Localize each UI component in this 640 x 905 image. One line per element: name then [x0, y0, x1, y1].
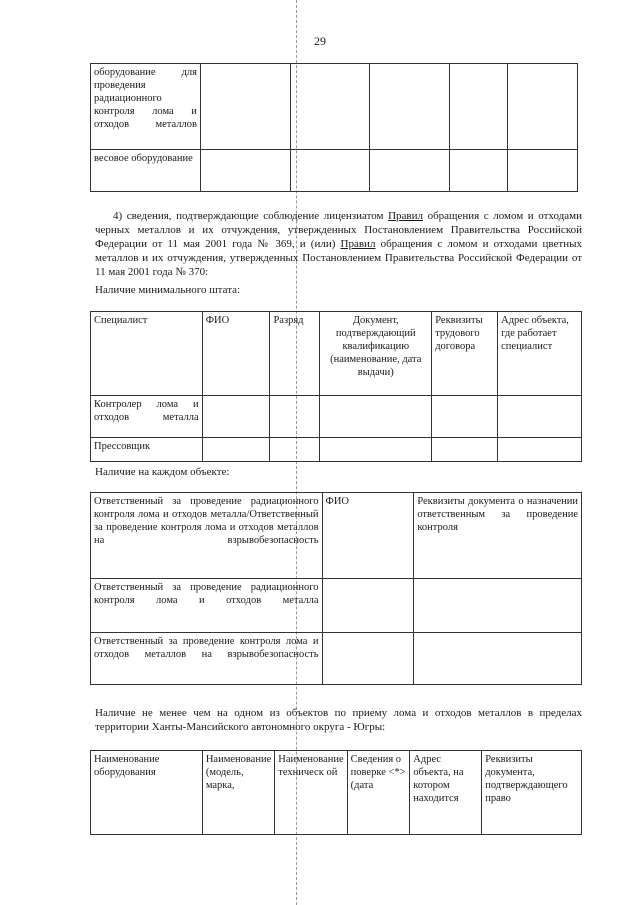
table-cell — [200, 150, 290, 192]
column-header: Разряд — [270, 312, 320, 396]
column-header: Реквизиты трудового договора — [432, 312, 498, 396]
table-row — [91, 579, 582, 633]
table-cell — [290, 64, 370, 150]
table-cell — [508, 150, 578, 192]
table-header-row — [91, 751, 582, 835]
table-cell — [432, 438, 498, 462]
table-cell: ФИО — [322, 493, 414, 579]
table-cell: Ответственный за проведение радиационного контроля лома и отходов металла — [91, 579, 323, 633]
table-row — [91, 150, 578, 192]
each-object-label: Наличие на каждом объекте: — [95, 466, 230, 478]
paragraph-4 — [95, 209, 582, 279]
table-row — [91, 396, 582, 438]
table-cell: Контролер лома и отходов металла — [91, 396, 203, 438]
column-header: Адрес объекта, где работает специалист — [498, 312, 582, 396]
equipment-table — [90, 750, 582, 835]
table-cell: Прессовщик — [91, 438, 203, 462]
column-header: Реквизиты документа, подтверждающего право — [482, 751, 582, 835]
table-cell — [320, 438, 432, 462]
table-row — [91, 64, 578, 150]
table-cell — [450, 150, 508, 192]
rules-link-1[interactable]: Правил — [388, 210, 423, 222]
table-row — [91, 633, 582, 685]
equipment-label: Наличие не менее чем на одном из объектов по приему лома и отходов металлов в пределах территории Ханты-Мансийского автономного округа - Югры: — [95, 707, 582, 733]
table-cell: оборудование для проведения радиационного контроля лома и отходов металлов — [91, 64, 201, 150]
column-header: ФИО — [202, 312, 270, 396]
paragraph-text: обращения с ломом и отходами цветных металлов и их отчуждения, утвержденных Постановлением Правительства Российской Федерации от 11 мая 2001 года № 370: — [95, 238, 582, 278]
table-cell — [270, 438, 320, 462]
table-cell — [498, 396, 582, 438]
table-header-row — [91, 312, 582, 396]
table-cell — [450, 64, 508, 150]
column-header: Сведения о поверке <*> (дата — [347, 751, 410, 835]
table-row — [91, 493, 582, 579]
table-cell — [320, 396, 432, 438]
table-cell: Ответственный за проведение радиационного контроля лома и отходов металла/Ответственный за проведение контроля лома и отходов металлов на взрывобезопасность — [91, 493, 323, 579]
table-cell: весовое оборудование — [91, 150, 201, 192]
staff-table — [90, 311, 582, 462]
paragraph-text: 4) сведения, подтверждающие соблюдение лицензиатом — [113, 210, 389, 222]
table-cell — [414, 579, 582, 633]
responsible-table — [90, 492, 582, 685]
equipment-continuation-table — [90, 63, 578, 192]
table-cell — [498, 438, 582, 462]
page-number: 29 — [314, 34, 326, 48]
table-cell — [202, 396, 270, 438]
column-header: Специалист — [91, 312, 203, 396]
column-header: Адрес объекта, на котором находится — [410, 751, 482, 835]
table-cell — [414, 633, 582, 685]
table-row — [91, 438, 582, 462]
table-cell: Ответственный за проведение контроля лома и отходов металлов на взрывобезопасность — [91, 633, 323, 685]
staff-label: Наличие минимального штата: — [95, 284, 241, 296]
column-header: Наименование (модель, марка, — [202, 751, 274, 835]
table-cell: Реквизиты документа о назначении ответственным за проведение контроля — [414, 493, 582, 579]
rules-link-2[interactable]: Правил — [340, 238, 376, 250]
table-cell — [322, 579, 414, 633]
table-cell — [370, 64, 450, 150]
paragraph-text: обращения с ломом и отходами черных металлов и их отчуждения, утвержденных Постановлением Правительства Российской Федерации от 11 мая 2001 года № 369, и (или) — [95, 210, 582, 250]
table-cell — [508, 64, 578, 150]
column-header: Наименование оборудования — [91, 751, 203, 835]
table-cell — [290, 150, 370, 192]
column-header: Наименование техническ ой — [275, 751, 347, 835]
table-cell — [432, 396, 498, 438]
column-header: Документ, подтверждающий квалификацию (наименование, дата выдачи) — [320, 312, 432, 396]
table-cell — [370, 150, 450, 192]
table-cell — [202, 438, 270, 462]
table-cell — [322, 633, 414, 685]
table-cell — [200, 64, 290, 150]
table-cell — [270, 396, 320, 438]
